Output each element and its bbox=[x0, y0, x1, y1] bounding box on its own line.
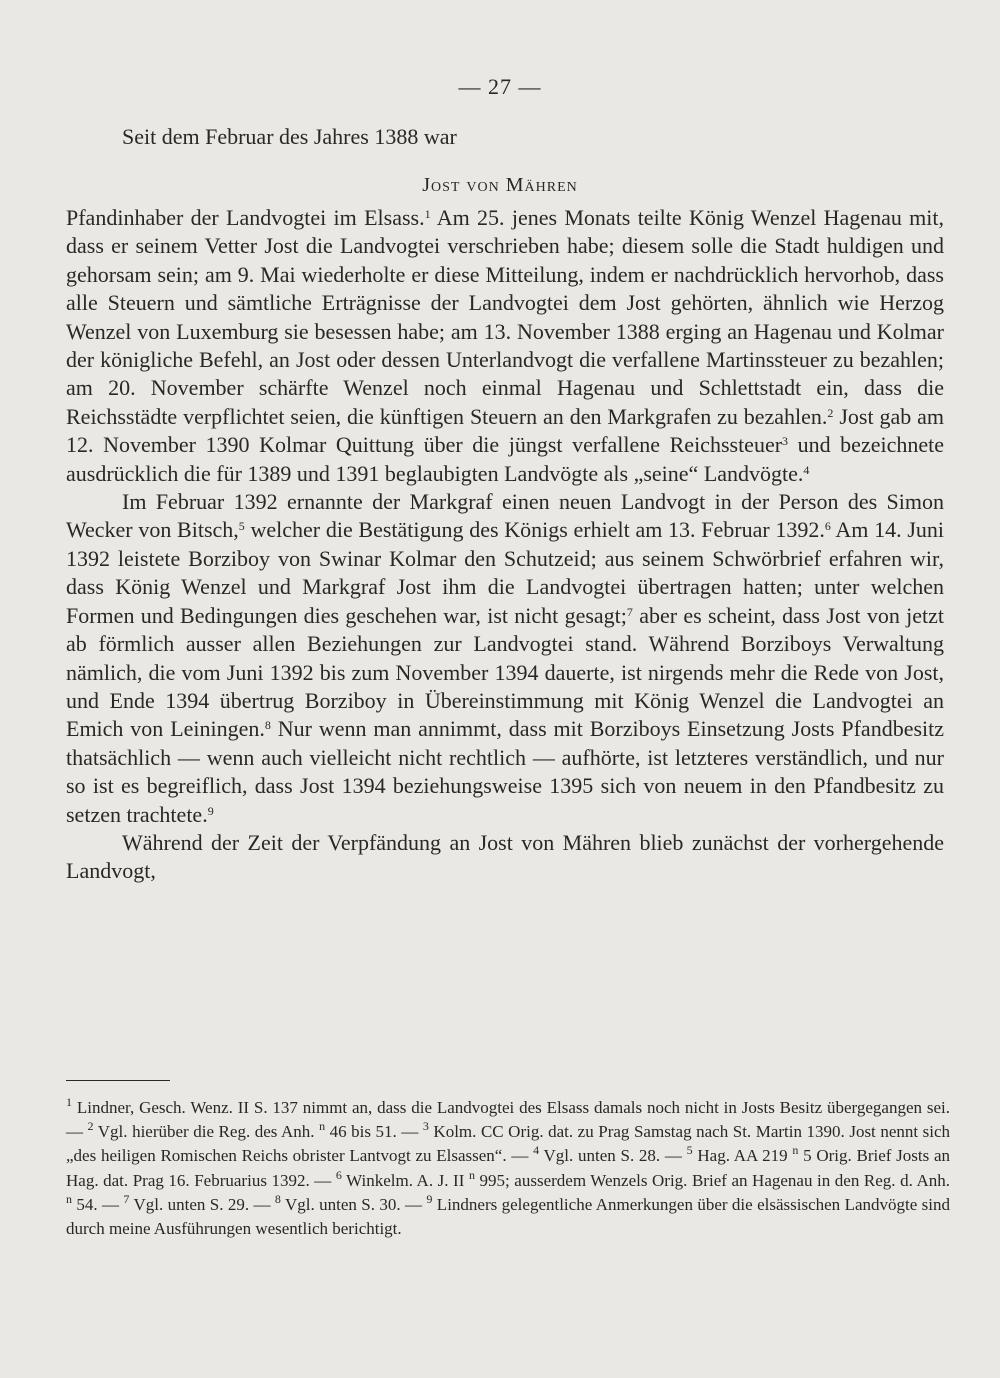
footnote-marker: 5 bbox=[238, 519, 245, 534]
page-number: — 27 — bbox=[458, 74, 542, 99]
footnote-marker: 1 bbox=[424, 207, 431, 221]
text-run: 54. — bbox=[72, 1194, 124, 1214]
text-run: Lindners gelegentliche Anmerkungen über die elsässischen Landvögte sind durch meine Ausführungen wesentlich berichtigt. bbox=[66, 1194, 950, 1239]
footnote-marker: n bbox=[66, 1191, 72, 1206]
footnote-marker: n bbox=[468, 1167, 475, 1182]
footnote-marker: 2 bbox=[827, 405, 834, 420]
footnotes bbox=[66, 1096, 950, 1241]
text-run: Im Februar 1392 ernannte der Markgraf einen neuen Landvogt in der Person des Simon Wecker von Bitsch, bbox=[66, 489, 944, 543]
footnote-marker: 7 bbox=[626, 604, 633, 619]
text-run: Am 25. jenes Monats teilte König Wenzel Hagenau mit, dass er seinem Vetter Jost die Landvogtei verschrieben habe; diesem solle die Stadt huldigen und gehorsam sein; am 9. Mai wiederholte er diese Mitteilung, indem er nachdrücklich hervorhob, dass alle Steuern und sämtliche Erträgnisse der Landvogtei dem Jost gehörten, ähnlich wie Herzog Wenzel von Luxemburg sie besessen habe; am 13. November 1388 erging an Hagenau und Kolmar der königliche Befehl, an Jost oder dessen Unterlandvogt die verfallene Martinssteuer zu bezahlen; am 20. November schärfte Wenzel noch einmal Hagenau und Schlettstadt ein, dass die Reichsstädte verpflichtet seien, die künftigen Steuern an den Markgrafen zu bezahlen. bbox=[66, 205, 944, 429]
text-run: Nur wenn man annimmt, dass mit Borziboys Einsetzung Josts Pfandbesitz thatsächlich — wenn auch vielleicht nicht rechtlich — aufhörte, ist letzteres verständlich, und nur so ist es begreiflich, dass Jost 1394 beziehungsweise 1395 sich von neuem in den Pfandbesitz zu setzen trachtete. bbox=[66, 716, 945, 827]
text-run: Pfandinhaber der Landvogtei im Elsass. bbox=[66, 205, 425, 230]
footnote-rule bbox=[66, 1080, 170, 1081]
text-run: welcher die Bestätigung des Königs erhielt am 13. Februar 1392. bbox=[244, 517, 825, 543]
footnote-marker: 2 bbox=[87, 1119, 94, 1134]
footnote-marker: 8 bbox=[274, 1191, 281, 1206]
footnote-marker: 4 bbox=[803, 462, 810, 477]
footnote-marker: n bbox=[319, 1119, 326, 1134]
text-run: 995; ausserdem Wenzels Orig. Brief an Hagenau in den Reg. d. Anh. bbox=[474, 1170, 950, 1190]
text-run: Hag. AA 219 bbox=[692, 1146, 793, 1166]
footnote-marker: 8 bbox=[264, 718, 271, 733]
text-run: Vgl. unten S. 28. — bbox=[539, 1146, 687, 1166]
paragraph bbox=[66, 829, 944, 886]
section-heading: Jost von Mähren bbox=[422, 174, 578, 196]
body-text bbox=[66, 204, 944, 886]
footnote-marker: 1 bbox=[66, 1095, 72, 1109]
footnote-marker: 7 bbox=[123, 1191, 130, 1206]
paragraph bbox=[66, 204, 944, 488]
text-run: und bezeichnete ausdrücklich die für 1389 und 1391 beglaubigten Landvögte als „seine“ Landvögte. bbox=[66, 432, 944, 486]
footnote-marker: 3 bbox=[422, 1119, 429, 1134]
footnote-marker: 6 bbox=[824, 519, 831, 534]
text-run: Am 14. Juni 1392 leistete Borziboy von Swinar Kolmar den Schutzeid; aus seinem Schwörbrief erfahren wir, dass König Wenzel und Markgraf Jost ihm die Landvogtei übertragen hatten; unter welchen Formen und Bedingungen dies geschehen war, ist nicht gesagt; bbox=[66, 517, 944, 628]
footnote-marker: 9 bbox=[207, 803, 214, 818]
footnote-marker: 9 bbox=[426, 1191, 433, 1206]
footnote-marker: 3 bbox=[782, 434, 789, 449]
footnote-marker: 6 bbox=[335, 1167, 342, 1182]
text-run: Lindner, Gesch. Wenz. II S. 137 nimmt an, dass die Landvogtei des Elsass damals noch nicht in Josts Besitz übergegangen sei. — bbox=[66, 1098, 950, 1142]
footnote-marker: 4 bbox=[533, 1143, 540, 1158]
text-run: Vgl. unten S. 30. — bbox=[280, 1194, 427, 1214]
text-run: Vgl. unten S. 29. — bbox=[129, 1194, 275, 1214]
text-run: 46 bis 51. — bbox=[325, 1122, 423, 1142]
text-run: 5 Orig. Brief Josts an Hag. dat. Prag 16. Februarius 1392. — bbox=[66, 1146, 951, 1190]
text-run: Während der Zeit der Verpfändung an Jost von Mähren blieb zunächst der vorhergehende Landvogt, bbox=[66, 829, 944, 884]
text-run: Winkelm. A. J. II bbox=[341, 1170, 469, 1190]
intro-line: Seit dem Februar des Jahres 1388 war bbox=[122, 124, 457, 149]
footnote-marker: n bbox=[792, 1143, 799, 1158]
footnote-marker: 5 bbox=[686, 1143, 693, 1158]
text-run: aber es scheint, dass Jost von jetzt ab förmlich ausser allen Beziehungen zur Landvogtei stand. Während Borziboys Verwaltung nämlich, die vom Juni 1392 bis zum November 1394 dauerte, ist nirgends mehr die Rede von Jost, und Ende 1394 übertrug Borziboy in Übereinstimmung mit König Wenzel die Landvogtei an Emich von Leiningen. bbox=[66, 602, 944, 742]
text-run: Vgl. hierüber die Reg. des Anh. bbox=[93, 1122, 320, 1142]
text-run: Kolm. CC Orig. dat. zu Prag Samstag nach St. Martin 1390. Jost nennt sich „des heiligen Romischen Reichs obrister Lantvogt zu Elsassen“. — bbox=[66, 1122, 951, 1166]
text-run: Jost gab am 12. November 1390 Kolmar Quittung über die jüngst verfallene Reichssteuer bbox=[66, 403, 944, 458]
paragraph bbox=[66, 488, 944, 829]
